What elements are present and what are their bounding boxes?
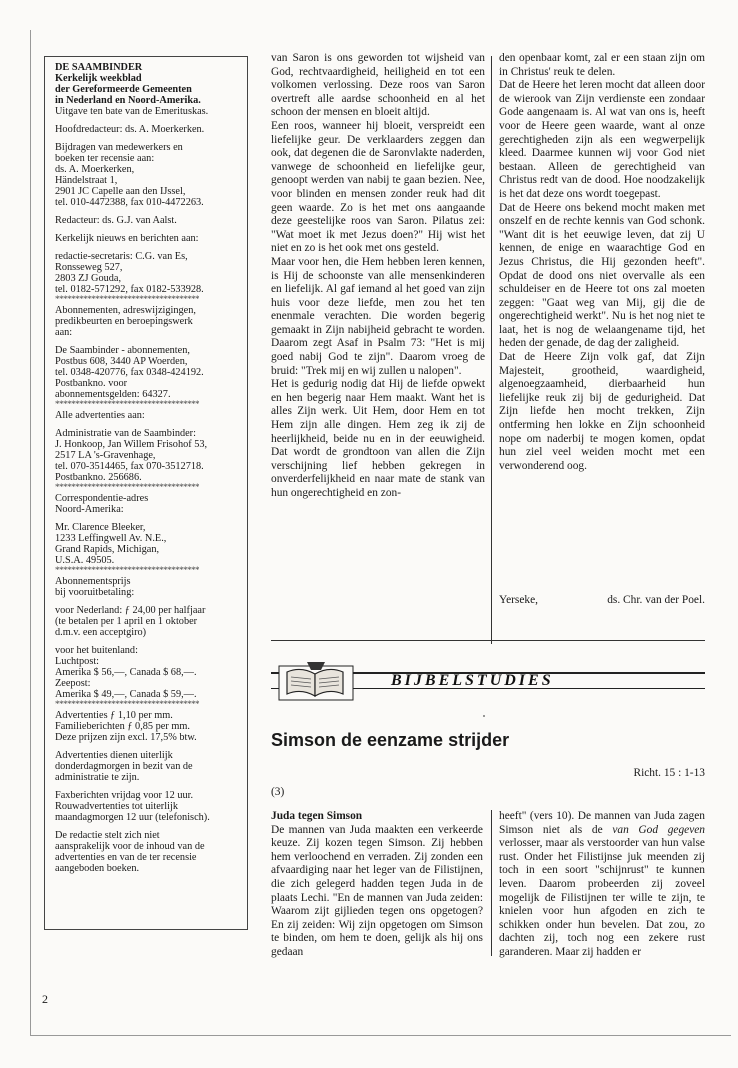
paragraph: Een roos, wanneer hij bloeit, verspreidt een liefelijke geur. De verklaarders zeggen dan ook, dat degenen die de Saronvlakte naderden, vanwege de schoonheid en liefelijke geur, genoopt werden van nabij te gaan bezien. Nee, voor blinden en mensen zonder reuk had dit geen waarde. Zo is het met ons aangaande deze geestelijke roos van Saron. Pilatus zei: "Wat moet ik met Jezus doen?" Hij wist het niet en zo is het ook met ons gesteld. — [271, 119, 485, 255]
masthead-subscriptions-head: Abonnementen, adreswijzigingen, predikbeurten en beroepingswerk aan: — [55, 305, 196, 338]
article-number: (3) — [271, 786, 285, 798]
article-signature — [499, 594, 705, 606]
article-column-1 — [271, 52, 485, 501]
masthead-contributions: Bijdragen van medewerkers en boeken ter recensie aan: ds. A. Moerkerken, Händelstraat 1, 2901 JC Capelle aan den IJssel, tel. 010-4472388, fax 010-4472263. — [55, 142, 204, 208]
paragraph: Het is gedurig nodig dat Hij de liefde opwekt en hen begerig naar Hem maakt. Want het is alles Zijn werk. Uit Hem, door Hem en tot Hem zijn alle dingen. Hem zeg ik zij de heerlijkheid, beide nu en in der eeuwigheid. Dat wordt de grondtoon van allen die Zijn verschijning lief hebben gekregen in onverderfelijkheid en naar mate de stank van hun ongerechtigheid en zon- — [271, 378, 485, 499]
paragraph: Maar voor hen, die Hem hebben leren kennen, is Hij de schoonste van alle mensenkinderen en liefelijk. Al gaf iemand al het goed van zijn huis voor deze liefde, men zou het ten enenmale verachten. Die worden begerig gemaakt in Zijn nabijheid gebracht te worden. Daarom zegt Asaf in Psalm 73: "Het is mij goed nabij God te zijn". Daarom vroeg de bruid: "Trek mij en wij zullen u nalopen". — [271, 255, 485, 377]
masthead-ads-head: Alle advertenties aan: — [55, 410, 145, 421]
masthead-editor: Hoofdredacteur: ds. A. Moerkerken. — [55, 124, 205, 135]
signature-author: ds. Chr. van der Poel. — [607, 594, 705, 606]
bible-reference: Richt. 15 : 1-13 — [633, 767, 705, 779]
paragraph: den openbaar komt, zal er een staan zijn om in Christus' reuk te delen. — [499, 52, 705, 78]
star-divider: ************************************ — [55, 295, 199, 303]
article-title: Simson de eenzame strijder — [271, 730, 510, 750]
masthead-secretary: redactie-secretaris: C.G. van Es, Ronsseweg 527, 2803 ZJ Gouda, tel. 0182-571292, fax 0182-533928. — [55, 251, 204, 295]
article-column-3 — [271, 810, 483, 960]
masthead-box — [44, 56, 248, 930]
star-divider: ************************************ — [55, 400, 199, 408]
section-banner — [271, 660, 705, 702]
masthead-ad-prices: Advertenties ƒ 1,10 per mm. Familieberichten ƒ 0,85 per mm. Deze prijzen zijn excl. 17,5% btw. — [55, 710, 197, 743]
masthead-correspondence-address: Mr. Clarence Bleeker, 1233 Leffingwell Av. N.E., Grand Rapids, Michigan, U.S.A. 49505. — [55, 522, 167, 566]
masthead-church-news: Kerkelijk nieuws en berichten aan: — [55, 233, 199, 244]
masthead-redacteur: Redacteur: ds. G.J. van Aalst. — [55, 215, 177, 226]
subheading: Juda tegen Simson — [271, 810, 363, 822]
section-rule — [271, 640, 705, 641]
column-divider — [491, 810, 492, 956]
masthead-fax: Faxberichten vrijdag voor 12 uur. Rouwadvertenties tot uiterlijk maandagmorgen 12 uur (telefonisch). — [55, 790, 210, 823]
star-divider: ************************************ — [55, 483, 199, 491]
masthead-subscriptions-address: De Saambinder - abonnementen, Postbus 608, 3440 AP Woerden, tel. 0348-420776, fax 0348-424192. Postbankno. voor abonnementsgelden: 64327. — [55, 345, 204, 400]
paragraph: van Saron is ons geworden tot wijsheid van God, rechtvaardigheid, heiligheid en tot een volkomen verlossing. Deze roos van Saron overtreft alle aardse schoonheid en al het schoon der mensen en bloeit altijd. — [271, 52, 485, 119]
open-book-icon — [277, 660, 355, 702]
paragraph: Dat de Heere het leren mocht dat alleen door de wierook van Zijn verdienste een zondaar Gode aangenaam is. Al wat van ons is, heeft voor de Heere geen waarde, want al onze gerechtigheden zijn als een wegwerpelijk kleed. Daarmee kunnen wij voor God niet bestaan. Alleen de gerechtigheid van Christus redt van de dood. Hoe noodzakelijk is het dat deze ons wordt toegepast. — [499, 79, 705, 200]
paragraph: Dat de Heere Zijn volk gaf, dat Zijn Majesteit, grootheid, waardigheid, algenoegzaamheid, dierbaarheid hun liefelijke reuk zij bij de gedurigheid. Dat Zijn liefde hen mocht trekken, Zijn ontferming hen lokke en Zijn schoonheid nope om naderbij te mogen komen, opdat hun ziel veel weiden mocht met een verwonderend oog. — [499, 351, 705, 472]
masthead-prices-nl: voor Nederland: ƒ 24,00 per halfjaar (te betalen per 1 april en 1 oktober d.m.v. een acceptgiro) — [55, 605, 206, 638]
paragraph: De mannen van Juda maakten een verkeerde keuze. Zij kozen tegen Simson. Zij hebben hem verloochend en verraden. Zij zonden een afvaardiging naar het leger van de Filistijnen, die zich gelegerd hadden tegen Juda in de plaats Lechi. "En de mannen van Juda zeiden: Waarom zijt gijlieden tegen ons opgetogen? En zij zeiden: Wij zijn opgetogen om Simson te binden, om hem te doen, gelijk als hij ons gedaan — [271, 823, 483, 958]
star-divider: ************************************ — [55, 700, 199, 708]
article-column-2 — [499, 52, 705, 473]
masthead-ads-address: Administratie van de Saambinder: J. Honkoop, Jan Willem Frisohof 53, 2517 LA 's-Gravenhage, tel. 070-3514465, fax 070-3512718. Postbankno. 256686. — [55, 428, 208, 483]
section-title: BIJBELSTUDIES — [391, 672, 554, 689]
column-divider — [491, 56, 492, 644]
paragraph: heeft" (vers 10). De mannen van Juda zagen Simson niet als de van God gegeven verlosser, maar als verstoorder van hun valse rust. Onder het Filistijnse juk meenden zij toch in een soort "schijnrust" te kunnen leven. Daarom probeerden zij zoveel mogelijk de Filistijnen ter wille te zijn, te knielen voor hun afgoden en zich te schikken onder hun bevelen. Dat zou, zo dachten zij, toch nog een zekere rust garanderen. Maar zij hadden er — [499, 810, 705, 958]
masthead-deadline: Advertenties dienen uiterlijk donderdagmorgen in bezit van de administratie te zijn. — [55, 750, 193, 783]
signature-place: Yerseke, — [499, 594, 539, 606]
masthead-prices-head: Abonnementsprijs bij vooruitbetaling: — [55, 576, 135, 598]
masthead-prices-abroad: voor het buitenland: Luchtpost: Amerika $ 56,—, Canada $ 68,—. Zeepost: Amerika $ 49,—, Canada $ 59,—. — [55, 645, 197, 700]
print-speck — [483, 715, 485, 717]
masthead-correspondence-head: Correspondentie-adres Noord-Amerika: — [55, 493, 149, 515]
page-number: 2 — [42, 992, 48, 1006]
paragraph: Dat de Heere ons bekend mocht maken met onszelf en de rechte kennis van God schonk. "Want dit is het eeuwige leven, dat zij U kennen, de enige en waarachtige God en Jezus Christus, die Hij gezonden heeft". Opdat de dood ons niet overvalle als een schuldeiser en de Heere tot ons zal moeten zeggen: "Gaat weg van Mij, gij die de ongerechtigheid werkt". Nu is het nog niet te laat, het is nog de welaangename tijd, het heden der genade, de dag der zaligheid. — [499, 201, 705, 350]
masthead-title: DE SAAMBINDER Kerkelijk weekblad der Gereformeerde Gemeenten in Nederland en Noord-Amerika. Uitgave ten bate van de Emerituskas. — [55, 62, 209, 117]
star-divider: ************************************ — [55, 566, 199, 574]
masthead-disclaimer: De redactie stelt zich niet aansprakelijk voor de inhoud van de advertenties en van de ter recensie aangeboden boeken. — [55, 830, 205, 874]
article-column-4 — [499, 810, 705, 960]
